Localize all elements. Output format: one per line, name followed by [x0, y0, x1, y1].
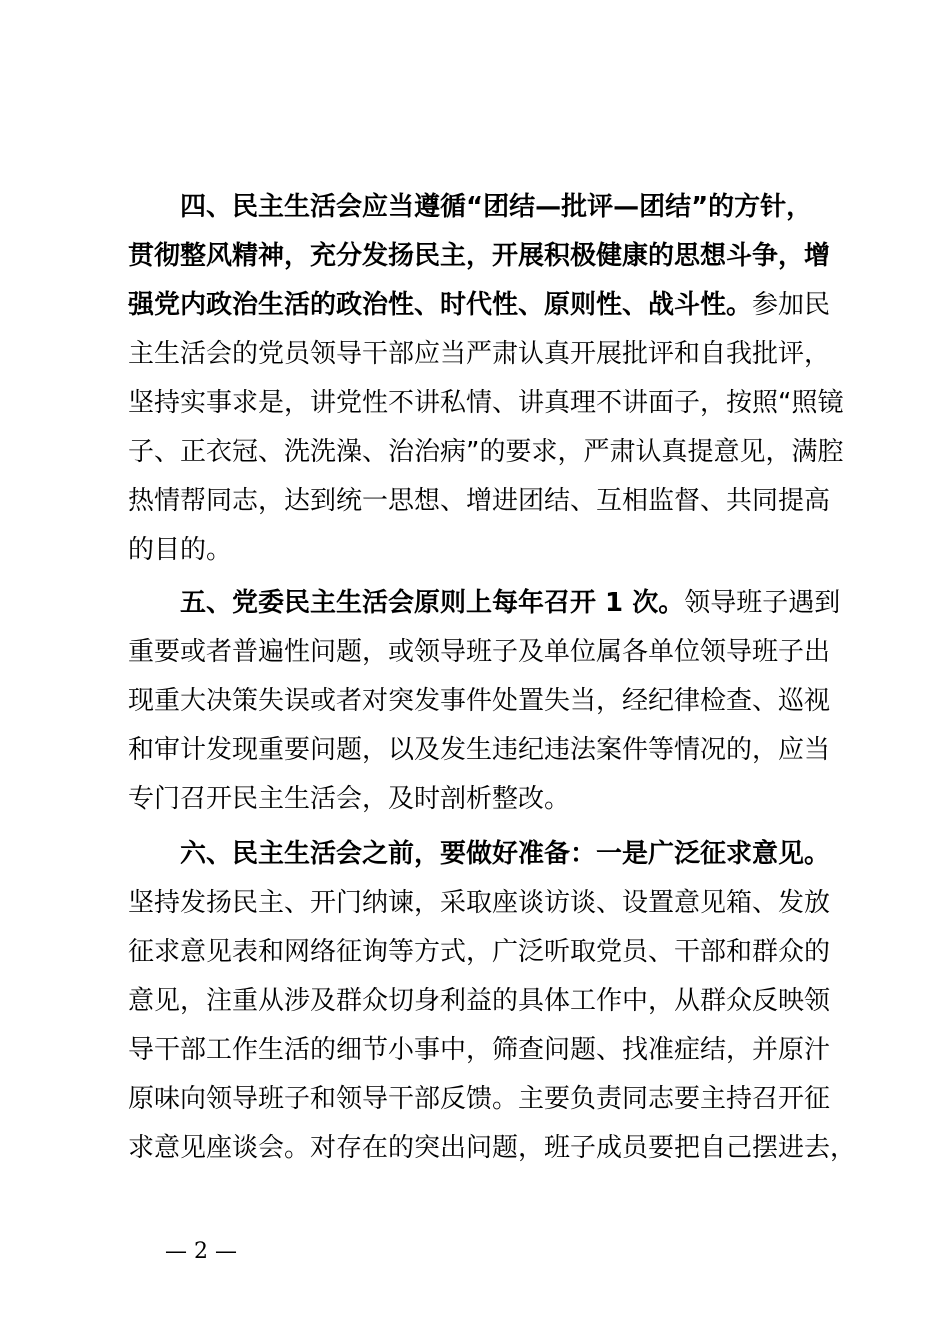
para5-line2: 重要或者普遍性问题，或领导班子及单位属各单位领导班子出: [128, 637, 831, 667]
para4-line4: 主生活会的党员领导干部应当严肃认真开展批评和自我批评，: [128, 339, 831, 369]
page-number: — 2 —: [165, 1239, 237, 1264]
para5-line3: 现重大决策失误或者对突发事件处置失当，经纪律检查、巡视: [128, 686, 831, 716]
para5-line1-bold: 五、党委民主生活会原则上每年召开 1 次。: [180, 588, 685, 618]
para5-line5: 专门召开民主生活会，及时剖析整改。: [128, 784, 571, 814]
para4-line3: [128, 285, 833, 325]
para4-line7: 热情帮同志，达到统一思想、增进团结、互相监督、共同提高: [128, 486, 831, 516]
para6-line4: 意见，注重从涉及群众切身利益的具体工作中，从群众反映领: [128, 986, 831, 1016]
para4-line6: 子、正衣冠、洗洗澡、治治病”的要求，严肃认真提意见，满腔: [128, 437, 844, 467]
para4-line2: 贯彻整风精神，充分发扬民主，开展积极健康的思想斗争，增: [128, 241, 831, 271]
para4-line5: 坚持实事求是，讲党性不讲私情、讲真理不讲面子，按照“照镜: [128, 388, 844, 418]
para4-line3-rest: 参加民: [752, 290, 831, 320]
para4-line1: 四、民主生活会应当遵循“团结—批评—团结”的方针，: [180, 192, 813, 222]
para6-line7: 求意见座谈会。对存在的突出问题，班子成员要把自己摆进去，: [128, 1133, 857, 1163]
para5-line4: 和审计发现重要问题，以及发生违纪违法案件等情况的，应当: [128, 735, 831, 765]
para6-line3: 征求意见表和网络征询等方式，广泛听取党员、干部和群众的: [128, 937, 831, 967]
para4-line8: 的目的。: [128, 535, 233, 565]
para5-line1: [180, 583, 841, 623]
para5-line1-rest: 领导班子遇到: [684, 588, 841, 618]
para6-line1: 六、民主生活会之前，要做好准备：一是广泛征求意见。: [180, 839, 831, 869]
para6-line6: 原味向领导班子和领导干部反馈。主要负责同志要主持召开征: [128, 1084, 831, 1114]
para6-line5: 导干部工作生活的细节小事中，筛查问题、找准症结，并原汁: [128, 1035, 831, 1065]
para4-line3-bold: 强党内政治生活的政治性、时代性、原则性、战斗性。: [128, 290, 753, 320]
para6-line2: 坚持发扬民主、开门纳谏，采取座谈访谈、设置意见箱、发放: [128, 888, 831, 918]
